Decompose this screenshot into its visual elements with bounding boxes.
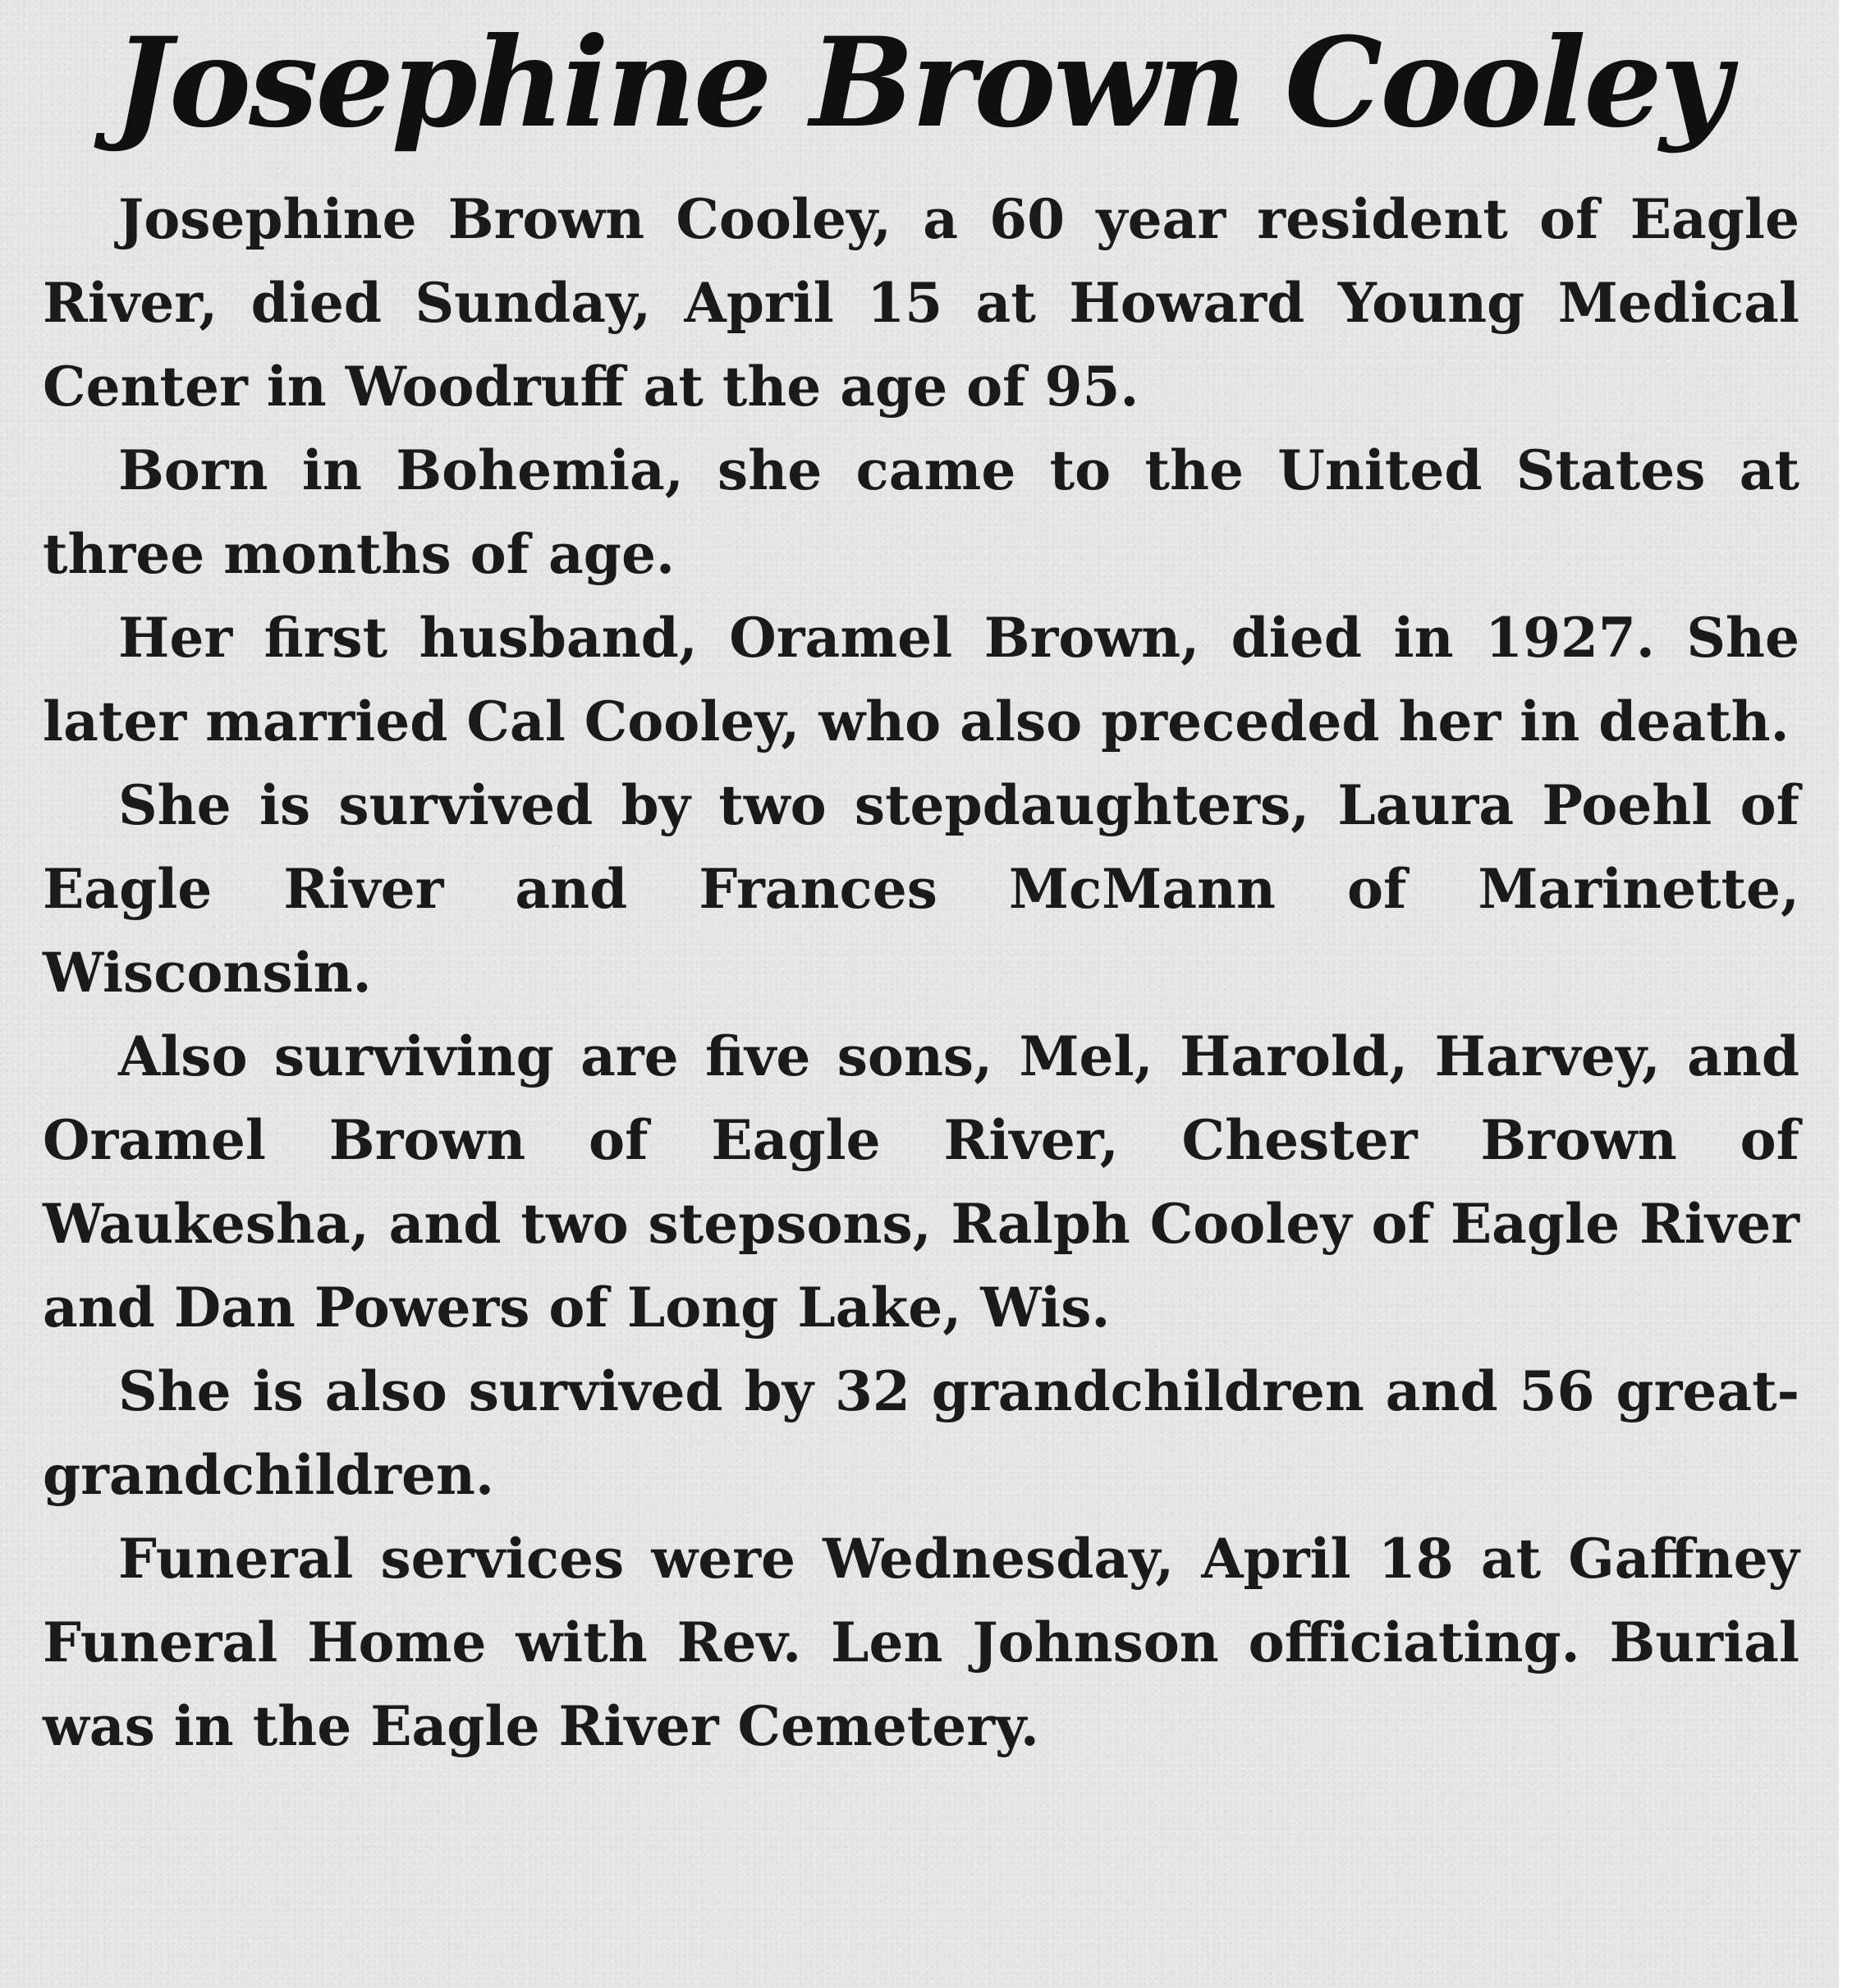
headline: Josephine Brown Cooley <box>113 11 1729 155</box>
paragraph-marriages: Her first husband, Oramel Brown, died in 1927. She later married Cal Cooley, who also preceded her in death. <box>43 606 1799 754</box>
paragraph-sons: Also surviving are five sons, Mel, Harold, Harvey, and Oramel Brown of Eagle River, Chester Brown of Waukesha, and two stepsons, Ralph Cooley of Eagle River and Dan Powers of Long Lake, Wis. <box>43 1024 1799 1340</box>
paragraph-birthplace: Born in Bohemia, she came to the United States at three months of age. <box>43 438 1799 586</box>
article-body <box>43 177 1799 1768</box>
paragraph-death-notice: Josephine Brown Cooley, a 60 year resident of Eagle River, died Sunday, April 15 at Howard Young Medical Center in Woodruff at the age of 95. <box>43 187 1799 419</box>
paragraph-funeral: Funeral services were Wednesday, April 18 at Gaffney Funeral Home with Rev. Len Johnson officiating. Burial was in the Eagle River Cemetery. <box>43 1527 1799 1758</box>
paragraph-grandchildren: She is also survived by 32 grandchildren and 56 great-grandchildren. <box>43 1359 1799 1507</box>
paragraph-stepdaughters: She is survived by two stepdaughters, Laura Poehl of Eagle River and Frances McMann of Marinette, Wisconsin. <box>43 773 1799 1005</box>
